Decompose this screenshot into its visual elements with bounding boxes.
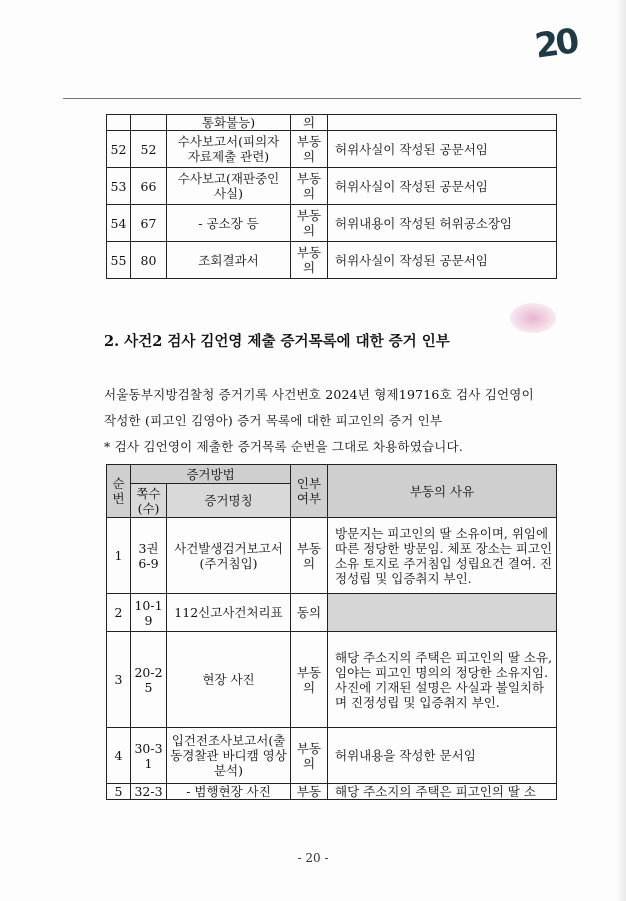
header-page: 쪽수(수) bbox=[131, 484, 167, 518]
evidence-name: 사건발생검거보고서(주거침입) bbox=[167, 518, 291, 594]
reason-cell: 허위사실이 작성된 공문서임 bbox=[328, 131, 557, 168]
reason-cell: 허위사실이 작성된 공문서임 bbox=[328, 242, 557, 279]
evidence-name: 현장 사진 bbox=[167, 632, 291, 728]
section-title: 2. 사건2 검사 김언영 제출 증거목록에 대한 증거 인부 bbox=[104, 333, 450, 350]
page-edge-shadow bbox=[616, 0, 626, 901]
pink-stamp-mark bbox=[510, 303, 556, 333]
page-number: - 20 - bbox=[297, 851, 329, 865]
header-method: 증거방법 bbox=[131, 465, 291, 484]
status-cell: 부동의 bbox=[291, 242, 328, 279]
status-cell: 의 bbox=[291, 115, 328, 131]
status-cell: 부동 bbox=[291, 784, 328, 800]
table-header-row bbox=[107, 465, 557, 484]
reason-cell: 허위내용을 작성한 문서임 bbox=[328, 728, 557, 784]
evidence-name: 수사보고(재판중인 사실) bbox=[167, 168, 291, 205]
paragraph-line: 작성한 (피고인 김영아) 증거 목록에 대한 피고인의 증거 인부 bbox=[104, 413, 443, 428]
reason-cell: 허위사실이 작성된 공문서임 bbox=[328, 168, 557, 205]
table-row: 2 10-19 112신고사건처리표 동의 bbox=[107, 594, 557, 632]
evidence-name: 통화불능) bbox=[167, 115, 291, 131]
status-cell: 부동의 bbox=[291, 168, 328, 205]
evidence-name: - 공소장 등 bbox=[167, 205, 291, 242]
reason-cell: 방문지는 피고인의 딸 소유이며, 위임에 따른 정당한 방문임. 체포 장소는 피고인 소유 토지로 주거침입 성립요건 결여. 진정성립 및 입증취지 부인. bbox=[328, 518, 557, 594]
paragraph-line: 서울동부지방검찰청 증거기록 사건번호 2024년 형제19716호 검사 김언영이 bbox=[104, 387, 534, 402]
header-evidence-name: 증거명칭 bbox=[167, 484, 291, 518]
table-row: 55 80 조회결과서 부동의 허위사실이 작성된 공문서임 bbox=[107, 242, 557, 279]
status-cell: 부동의 bbox=[291, 632, 328, 728]
evidence-list-table bbox=[106, 464, 557, 800]
table-row bbox=[107, 115, 557, 131]
evidence-name: 입건전조사보고서(출동경찰관 바디캠 영상 분석) bbox=[167, 728, 291, 784]
evidence-name: 조회결과서 bbox=[167, 242, 291, 279]
status-cell: 부동의 bbox=[291, 518, 328, 594]
status-cell: 부동의 bbox=[291, 205, 328, 242]
header-reason: 부동의 사유 bbox=[328, 465, 557, 518]
evidence-table-continued bbox=[106, 114, 557, 279]
header-num: 순번 bbox=[107, 465, 131, 518]
handwritten-page-mark: 20 bbox=[532, 21, 579, 67]
table-row: 4 30-31 입건전조사보고서(출동경찰관 바디캠 영상 분석) 부동의 허위내용을 작성한 문서임 bbox=[107, 728, 557, 784]
reason-cell: 해당 주소지의 주택은 피고인의 딸 소 bbox=[328, 784, 557, 800]
evidence-name: - 범행현장 사진 bbox=[167, 784, 291, 800]
table-row: 54 67 - 공소장 등 부동의 허위내용이 작성된 허위공소장임 bbox=[107, 205, 557, 242]
top-rule bbox=[63, 98, 581, 99]
status-cell: 부동의 bbox=[291, 728, 328, 784]
reason-cell: 해당 주소지의 주택은 피고인의 딸 소유, 임야는 피고인 명의의 정당한 소유지임. 사진에 기재된 설명은 사실과 불일치하며 진정성립 및 입증취지 부인. bbox=[328, 632, 557, 728]
table-row: 5 32-3 - 범행현장 사진 부동 해당 주소지의 주택은 피고인의 딸 소 bbox=[107, 784, 557, 800]
status-cell: 부동의 bbox=[291, 131, 328, 168]
table-row: 1 3권 6-9 사건발생검거보고서(주거침입) 부동의 방문지는 피고인의 딸 소유이며, 위임에 따른 정당한 방문임. 체포 장소는 피고인 소유 토지로 주거침입 성립요건 결여. 진정성립 및 입증취지 부인. bbox=[107, 518, 557, 594]
status-cell: 동의 bbox=[291, 594, 328, 632]
note-line: * 검사 김언영이 제출한 증거목록 순번을 그대로 차용하였습니다. bbox=[104, 439, 463, 454]
reason-cell: 허위내용이 작성된 허위공소장임 bbox=[328, 205, 557, 242]
evidence-name: 112신고사건처리표 bbox=[167, 594, 291, 632]
evidence-name: 수사보고서(피의자 자료제출 관련) bbox=[167, 131, 291, 168]
table-row: 52 52 수사보고서(피의자 자료제출 관련) 부동의 허위사실이 작성된 공문서임 bbox=[107, 131, 557, 168]
table-row: 3 20-25 현장 사진 부동의 해당 주소지의 주택은 피고인의 딸 소유, 임야는 피고인 명의의 정당한 소유지임. 사진에 기재된 설명은 사실과 불일치하며 진정성립 및 입증취지 부인. bbox=[107, 632, 557, 728]
table-row: 53 66 수사보고(재판중인 사실) 부동의 허위사실이 작성된 공문서임 bbox=[107, 168, 557, 205]
reason-cell bbox=[328, 594, 557, 632]
header-status: 인부여부 bbox=[291, 465, 328, 518]
